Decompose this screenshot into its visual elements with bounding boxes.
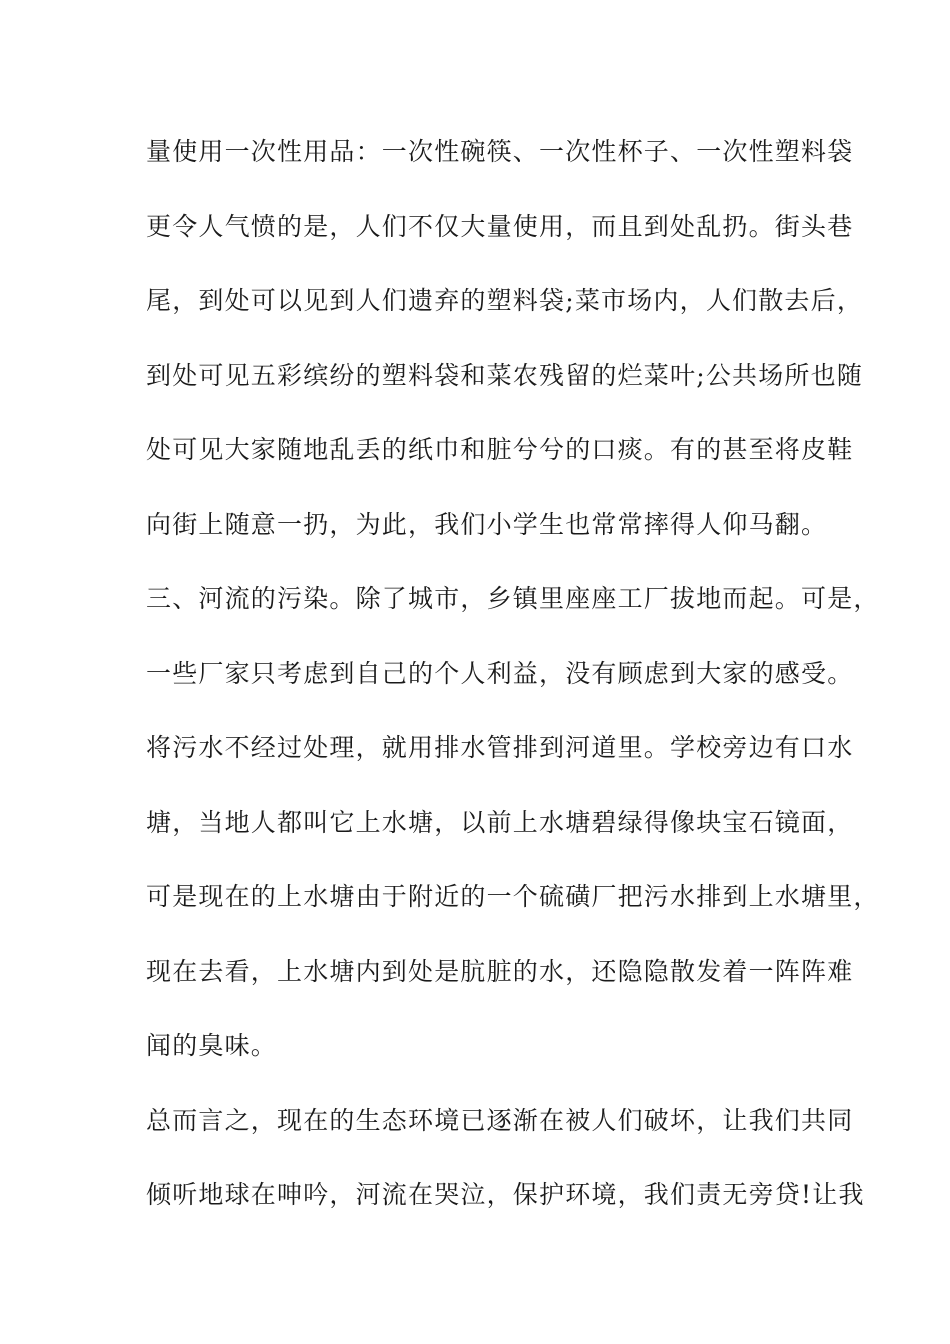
text-line-14: 总而言之，现在的生态环境已逐渐在被人们破坏，让我们共同 xyxy=(146,1105,854,1135)
text-line-11: 可是现在的上水塘由于附近的一个硫磺厂把污水排到上水塘里， xyxy=(146,882,880,911)
text-line-6: 向街上随意一扔，为此，我们小学生也常常摔得人仰马翻。 xyxy=(146,509,828,539)
body-text xyxy=(146,133,880,1251)
text-line-8: 一些厂家只考虑到自己的个人利益，没有顾虑到大家的感受。 xyxy=(146,658,854,688)
text-line-7: 三、河流的污染。除了城市，乡镇里座座工厂拔地而起。可是， xyxy=(146,584,880,613)
text-line-2: 更令人气愤的是，人们不仅大量使用，而且到处乱扔。街头巷 xyxy=(146,211,854,241)
text-line-1: 量使用一次性用品：一次性碗筷、一次性杯子、一次性塑料袋 xyxy=(146,137,854,166)
text-line-13: 闻的臭味。 xyxy=(146,1031,278,1060)
text-line-10: 塘，当地人都叫它上水塘，以前上水塘碧绿得像块宝石镜面， xyxy=(146,807,854,837)
text-line-4: 到处可见五彩缤纷的塑料袋和菜农残留的烂菜叶;公共场所也随 xyxy=(146,360,864,390)
text-line-5: 处可见大家随地乱丢的纸巾和脏兮兮的口痰。有的甚至将皮鞋 xyxy=(146,435,854,464)
text-line-9: 将污水不经过处理，就用排水管排到河道里。学校旁边有口水 xyxy=(146,733,854,762)
text-line-3: 尾，到处可以见到人们遗弃的塑料袋;菜市场内，人们散去后， xyxy=(146,286,864,315)
text-line-12: 现在去看，上水塘内到处是肮脏的水，还隐隐散发着一阵阵难 xyxy=(146,956,854,986)
text-line-15: 倾听地球在呻吟，河流在哭泣，保护环境，我们责无旁贷!让我 xyxy=(146,1180,865,1209)
